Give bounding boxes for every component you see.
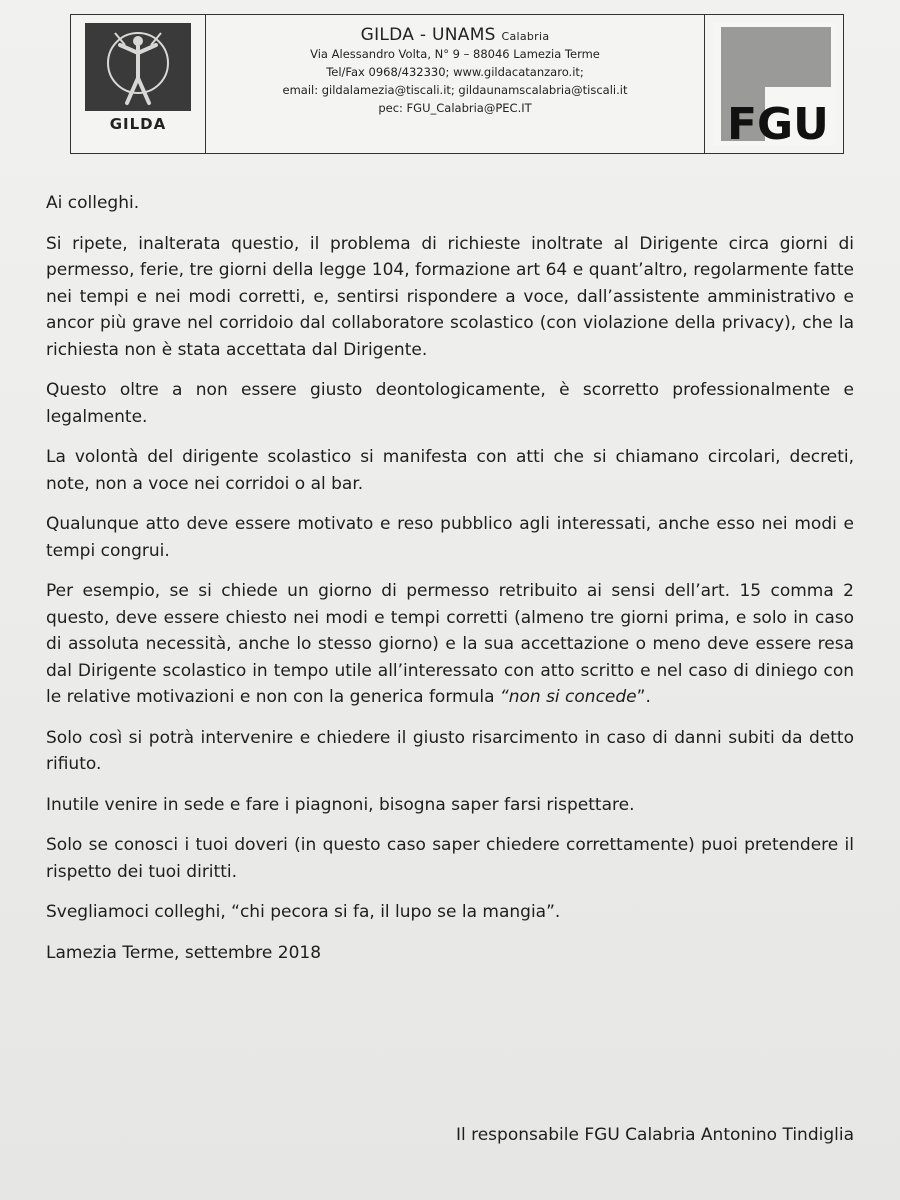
signature: Il responsabile FGU Calabria Antonino Tindiglia [455, 1125, 854, 1145]
fgu-logo-box [704, 15, 843, 153]
gilda-logo-box [71, 15, 206, 153]
paragraph-5-quote: “non si concede [499, 687, 637, 707]
fgu-logo-icon [713, 23, 835, 145]
org-title [205, 25, 705, 45]
paragraph-3: La volontà del dirigente scolastico si manifesta con atti che si chiamano circolari, decreti, note, non a voce nei corridoi o al bar. [46, 447, 854, 494]
paragraph-7: Inutile venire in sede e fare i piagnoni, bisogna saper farsi rispettare. [46, 794, 635, 815]
phone-web-line: Tel/Fax 0968/432330; www.gildacatanzaro.it; [326, 65, 584, 79]
paragraph-8: Solo se conosci i tuoi doveri (in questo caso saper chiedere correttamente) puoi pretendere il rispetto dei tuoi diritti. [46, 835, 854, 882]
email-line: email: gildalamezia@tiscali.it; gildaunamscalabria@tiscali.it [282, 83, 628, 97]
paragraph-1: Si ripete, inalterata questio, il problema di richieste inoltrate al Dirigente circa giorni di permesso, ferie, tre giorni della legge 104, formazione art 64 e quant’altro, regolarmente fatte nei tempi e nei modi corretti, e, sentirsi rispondere a voce, dall’assistente amministrativo e ancor più grave nel corridoio dal collaboratore scolastico (con violazione della privacy), che la richiesta non è stata accettata dal Dirigente. [46, 233, 854, 360]
paragraph-2: Questo oltre a non essere giusto deontologicamente, è scorretto professionalmente e legalmente. [46, 380, 854, 427]
address-line: Via Alessandro Volta, N° 9 – 88046 Lamezia Terme [310, 47, 600, 61]
letterhead [70, 14, 844, 154]
letter-body [46, 190, 854, 980]
paragraph-4: Qualunque atto deve essere motivato e reso pubblico agli interessati, anche esso nei modi e tempi congrui. [46, 514, 854, 561]
paragraph-5 [46, 578, 854, 711]
org-region: Calabria [501, 30, 550, 43]
org-name: GILDA - UNAMS [360, 25, 496, 45]
paragraph-5-text: Per esempio, se si chiede un giorno di permesso retribuito ai sensi dell’art. 15 comma 2 questo, deve essere chiesto nei modi e tempi corretti (almeno tre giorni prima, e solo in caso di assoluta necessità, anche lo stesso giorno) e la sua accettazione o meno deve essere resa dal Dirigente scolastico in tempo utile all’interessato con atto scritto e nel caso di diniego con le relative motivazioni e non con la generica formula [46, 581, 854, 707]
fgu-logo-text: FGU [727, 99, 829, 145]
paragraph-5-end: ”. [636, 687, 651, 707]
place-date: Lamezia Terme, settembre 2018 [46, 942, 322, 963]
paragraph-9: Svegliamoci colleghi, “chi pecora si fa, il lupo se la mangia”. [46, 902, 561, 922]
letterhead-info [205, 15, 705, 153]
gilda-logo-text: GILDA [109, 115, 167, 133]
greeting: Ai colleghi. [46, 193, 140, 213]
paragraph-6: Solo così si potrà intervenire e chiedere il giusto risarcimento in caso di danni subiti da detto rifiuto. [46, 727, 854, 774]
pec-line: pec: FGU_Calabria@PEC.IT [378, 101, 532, 115]
